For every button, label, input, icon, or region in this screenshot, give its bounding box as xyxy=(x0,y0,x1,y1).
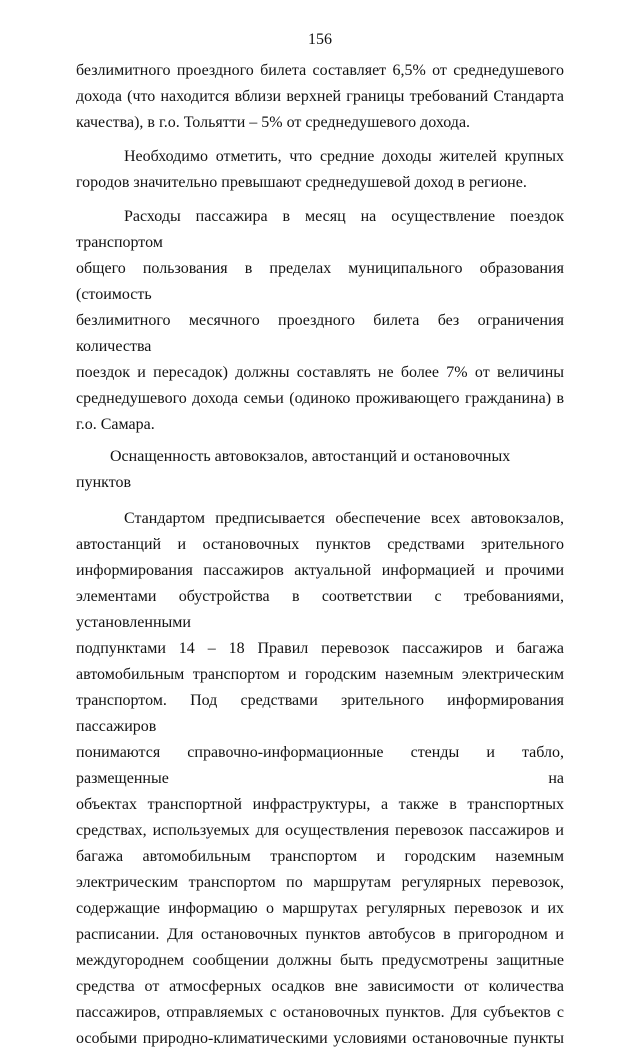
text-line: расписании. Для остановочных пунктов автобусов в пригородном и xyxy=(76,926,564,943)
text-line: Стандартом предписывается обеспечение всех автовокзалов, xyxy=(124,510,564,527)
text-line: содержащие информацию о маршрутах регулярных перевозок и их xyxy=(76,900,564,917)
paragraph-3 xyxy=(76,204,564,438)
section-heading: Оснащенность автовокзалов, автостанций и остановочных пунктов xyxy=(76,448,511,491)
body-text xyxy=(76,58,564,1052)
text-line: информирования пассажиров актуальной информацией и прочими xyxy=(76,562,564,579)
text-line: средства от атмосферных осадков вне зависимости от количества xyxy=(76,978,564,995)
text-line: общего пользования в пределах муниципального образования (стоимость xyxy=(76,260,564,303)
text-line: поездок и пересадок) должны составлять не более 7% от величины xyxy=(76,364,564,381)
page-number: 156 xyxy=(308,31,332,48)
text-line: элементами обустройства в соответствии с требованиями, установленными xyxy=(76,588,564,631)
text-line: средствах, используемых для осуществления перевозок пассажиров и xyxy=(76,822,564,839)
text-line: Необходимо отметить, что средние доходы жителей крупных xyxy=(124,148,564,165)
text-line: особыми природно-климатическими условиями остановочные пункты xyxy=(76,1030,564,1047)
text-line: объектах транспортной инфраструктуры, а также в транспортных xyxy=(76,796,564,813)
paragraph-1 xyxy=(76,58,564,136)
text-line: Расходы пассажира в месяц на осуществление поездок транспортом xyxy=(76,208,564,251)
text-line: безлимитного месячного проездного билета без ограничения количества xyxy=(76,312,564,355)
text-line: электрическим транспортом по маршрутам регулярных перевозок, xyxy=(76,874,564,891)
text-line: среднедушевого дохода семьи (одиноко проживающего гражданина) в xyxy=(76,390,564,407)
text-line: г.о. Самара. xyxy=(76,416,155,433)
paragraph-4 xyxy=(76,506,564,1052)
text-line: автомобильным транспортом и городским наземным электрическим xyxy=(76,666,564,683)
text-line: транспортом. Под средствами зрительного информирования пассажиров xyxy=(76,692,564,735)
text-line: багажа автомобильным транспортом и городским наземным xyxy=(76,848,564,865)
text-line: дохода (что находится вблизи верхней границы требований Стандарта xyxy=(76,88,564,105)
text-line: качества), в г.о. Тольятти – 5% от среднедушевого дохода. xyxy=(76,114,471,131)
text-line: междугороднем сообщении должны быть предусмотрены защитные xyxy=(76,952,564,969)
text-line: городов значительно превышают среднедушевой доход в регионе. xyxy=(76,174,527,191)
text-line: безлимитного проездного билета составляет 6,5% от среднедушевого xyxy=(76,62,564,79)
text-line: подпунктами 14 – 18 Правил перевозок пассажиров и багажа xyxy=(76,640,564,657)
text-line: автостанций и остановочных пунктов средствами зрительного xyxy=(76,536,564,553)
text-line: понимаются справочно-информационные стенды и табло, размещенные на xyxy=(76,744,564,787)
paragraph-2 xyxy=(76,144,564,196)
text-line: пассажиров, отправляемых с остановочных пунктов. Для субъектов с xyxy=(76,1004,564,1021)
